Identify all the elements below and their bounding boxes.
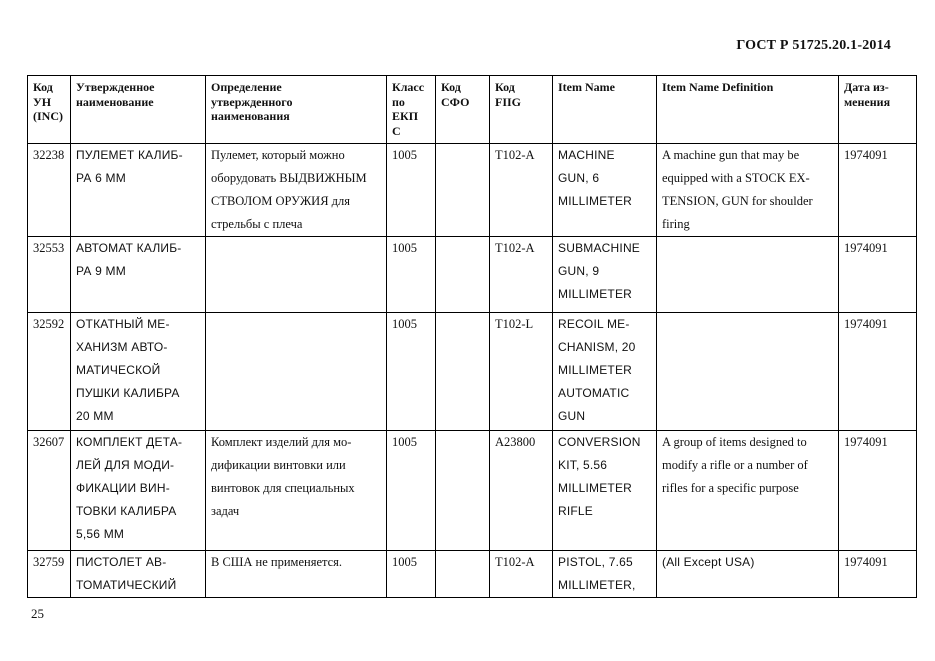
cell-item-definition: A machine gun that may be equipped with a STOCK EX- TENSION, GUN for shoulder firing bbox=[657, 144, 839, 237]
cell-class: 1005 bbox=[387, 144, 436, 237]
cell-fiig: T102-L bbox=[490, 313, 553, 431]
cell-definition bbox=[206, 237, 387, 313]
cell-sfo bbox=[436, 144, 490, 237]
cell-item-definition: (All Except USA) bbox=[657, 551, 839, 598]
cell-definition: Комплект изделий для мо- дификации винтовки или винтовок для специальных задач bbox=[206, 431, 387, 551]
table-row bbox=[28, 237, 917, 313]
col-header-item-name: Item Name bbox=[553, 76, 657, 144]
cell-definition: В США не применяется. bbox=[206, 551, 387, 598]
header-row bbox=[28, 76, 917, 144]
col-header-inc: Код УН (INC) bbox=[28, 76, 71, 144]
cell-approved-name: ПИСТОЛЕТ АВ- ТОМАТИЧЕСКИЙ bbox=[71, 551, 206, 598]
cell-approved-name: КОМПЛЕКТ ДЕТА- ЛЕЙ ДЛЯ МОДИ- ФИКАЦИИ ВИН- ТОВКИ КАЛИБРА 5,56 ММ bbox=[71, 431, 206, 551]
cell-inc: 32238 bbox=[28, 144, 71, 237]
cell-class: 1005 bbox=[387, 551, 436, 598]
cell-class: 1005 bbox=[387, 431, 436, 551]
cell-definition: Пулемет, который можно оборудовать ВЫДВИЖНЫМ СТВОЛОМ ОРУЖИЯ для стрельбы с плеча bbox=[206, 144, 387, 237]
col-header-approved-name: Утвержденное наименование bbox=[71, 76, 206, 144]
cell-sfo bbox=[436, 431, 490, 551]
cell-inc: 32759 bbox=[28, 551, 71, 598]
cell-item-definition: A group of items designed to modify a rifle or a number of rifles for a specific purpose bbox=[657, 431, 839, 551]
cell-inc: 32553 bbox=[28, 237, 71, 313]
cell-item-definition bbox=[657, 237, 839, 313]
cell-class: 1005 bbox=[387, 237, 436, 313]
nomenclature-table bbox=[27, 75, 917, 598]
col-header-class: Класс по ЕКП С bbox=[387, 76, 436, 144]
cell-fiig: T102-A bbox=[490, 144, 553, 237]
cell-fiig: T102-A bbox=[490, 237, 553, 313]
cell-item-name: SUBMACHINE GUN, 9 MILLIMETER bbox=[553, 237, 657, 313]
cell-item-name: PISTOL, 7.65 MILLIMETER, bbox=[553, 551, 657, 598]
col-header-fiig: Код FIIG bbox=[490, 76, 553, 144]
cell-change-date: 1974091 bbox=[839, 431, 917, 551]
cell-change-date: 1974091 bbox=[839, 313, 917, 431]
cell-change-date: 1974091 bbox=[839, 551, 917, 598]
table-row bbox=[28, 313, 917, 431]
page-number: 25 bbox=[31, 606, 44, 621]
col-header-item-definition: Item Name Definition bbox=[657, 76, 839, 144]
table-row bbox=[28, 551, 917, 598]
col-header-sfo: Код СФО bbox=[436, 76, 490, 144]
cell-approved-name: ПУЛЕМЕТ КАЛИБ- РА 6 ММ bbox=[71, 144, 206, 237]
cell-sfo bbox=[436, 313, 490, 431]
cell-change-date: 1974091 bbox=[839, 237, 917, 313]
cell-fiig: T102-A bbox=[490, 551, 553, 598]
cell-change-date: 1974091 bbox=[839, 144, 917, 237]
cell-fiig: A23800 bbox=[490, 431, 553, 551]
cell-class: 1005 bbox=[387, 313, 436, 431]
table-header bbox=[28, 76, 917, 144]
cell-sfo bbox=[436, 237, 490, 313]
cell-inc: 32607 bbox=[28, 431, 71, 551]
cell-item-definition bbox=[657, 313, 839, 431]
col-header-change-date: Дата из- менения bbox=[839, 76, 917, 144]
cell-inc: 32592 bbox=[28, 313, 71, 431]
document-title: ГОСТ Р 51725.20.1-2014 bbox=[736, 38, 891, 53]
table-row bbox=[28, 431, 917, 551]
cell-approved-name: ОТКАТНЫЙ МЕ- ХАНИЗМ АВТО- МАТИЧЕСКОЙ ПУШКИ КАЛИБРА 20 ММ bbox=[71, 313, 206, 431]
cell-sfo bbox=[436, 551, 490, 598]
cell-item-name: CONVERSION KIT, 5.56 MILLIMETER RIFLE bbox=[553, 431, 657, 551]
col-header-definition: Определение утвержденного наименования bbox=[206, 76, 387, 144]
table-row bbox=[28, 144, 917, 237]
cell-item-name: RECOIL ME- CHANISM, 20 MILLIMETER AUTOMATIC GUN bbox=[553, 313, 657, 431]
cell-approved-name: АВТОМАТ КАЛИБ- РА 9 ММ bbox=[71, 237, 206, 313]
cell-item-name: MACHINE GUN, 6 MILLIMETER bbox=[553, 144, 657, 237]
cell-definition bbox=[206, 313, 387, 431]
